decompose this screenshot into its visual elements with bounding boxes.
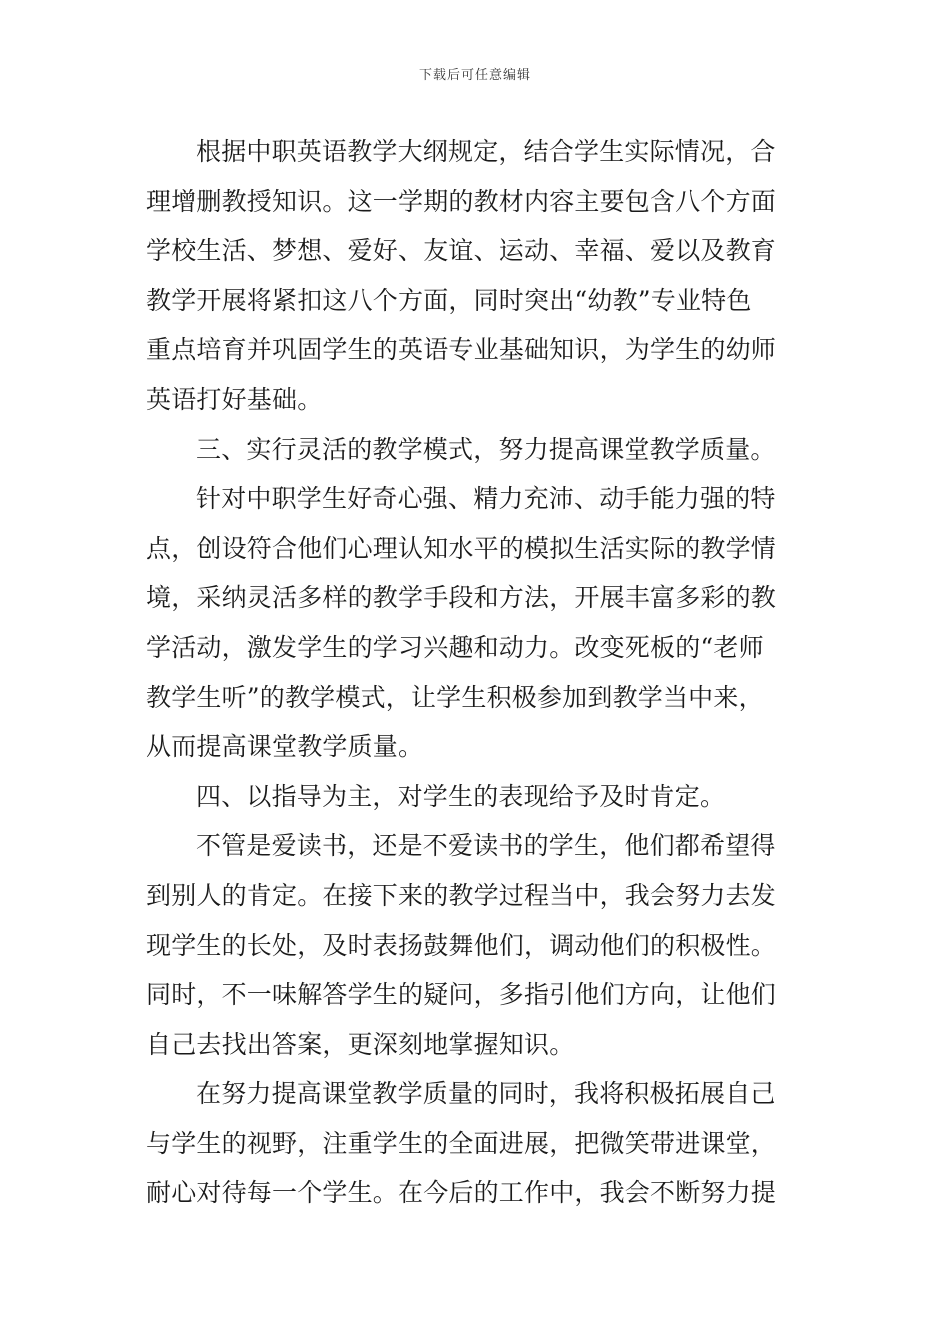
text-line: 教学开展将紧扣这八个方面，同时突出“幼教”专业特色 [146, 285, 752, 315]
text-line: 学活动，激发学生的学习兴趣和动力。改变死板的“老师 [146, 632, 764, 662]
text-line: 与学生的视野，注重学生的全面进展，把微笑带进课堂， [146, 1128, 777, 1158]
text-line: 自己去找出答案，更深刻地掌握知识。 [146, 1029, 575, 1059]
text-line: 在努力提高课堂教学质量的同时，我将积极拓展自己 [196, 1079, 776, 1109]
text-line: 到别人的肯定。在接下来的教学过程当中，我会努力去发 [146, 880, 777, 910]
page-header: 下载后可任意编辑 [418, 68, 531, 83]
document-body [146, 127, 810, 1218]
text-line: 理增删教授知识。这一学期的教材内容主要包含八个方面 [146, 186, 777, 216]
text-line: 现学生的长处，及时表扬鼓舞他们，调动他们的积极性。 [146, 930, 777, 960]
text-line: 不管是爱读书，还是不爱读书的学生，他们都希望得 [196, 831, 776, 861]
text-line: 境，采纳灵活多样的教学手段和方法，开展丰富多彩的教 [146, 583, 777, 613]
text-line: 教学生听”的教学模式，让学生积极参加到教学当中来， [146, 682, 764, 712]
text-line: 从而提高课堂教学质量。 [146, 732, 424, 762]
text-line: 同时，不一味解答学生的疑问，多指引他们方向，让他们 [146, 980, 777, 1010]
text-line: 英语打好基础。 [146, 384, 323, 414]
section-heading: 三、实行灵活的教学模式，努力提高课堂教学质量。 [196, 434, 776, 464]
text-line: 重点培育并巩固学生的英语专业基础知识，为学生的幼师 [146, 335, 777, 365]
text-line: 学校生活、梦想、爱好、友谊、运动、幸福、爱以及教育 [146, 236, 777, 266]
text-line: 点，创设符合他们心理认知水平的模拟生活实际的教学情 [146, 533, 777, 563]
text-line: 根据中职英语教学大纲规定，结合学生实际情况，合 [196, 137, 776, 166]
section-heading: 四、以指导为主，对学生的表现给予及时肯定。 [196, 781, 726, 811]
text-line: 耐心对待每一个学生。在今后的工作中，我会不断努力提 [146, 1178, 777, 1208]
text-line: 针对中职学生好奇心强、精力充沛、动手能力强的特 [196, 484, 776, 514]
